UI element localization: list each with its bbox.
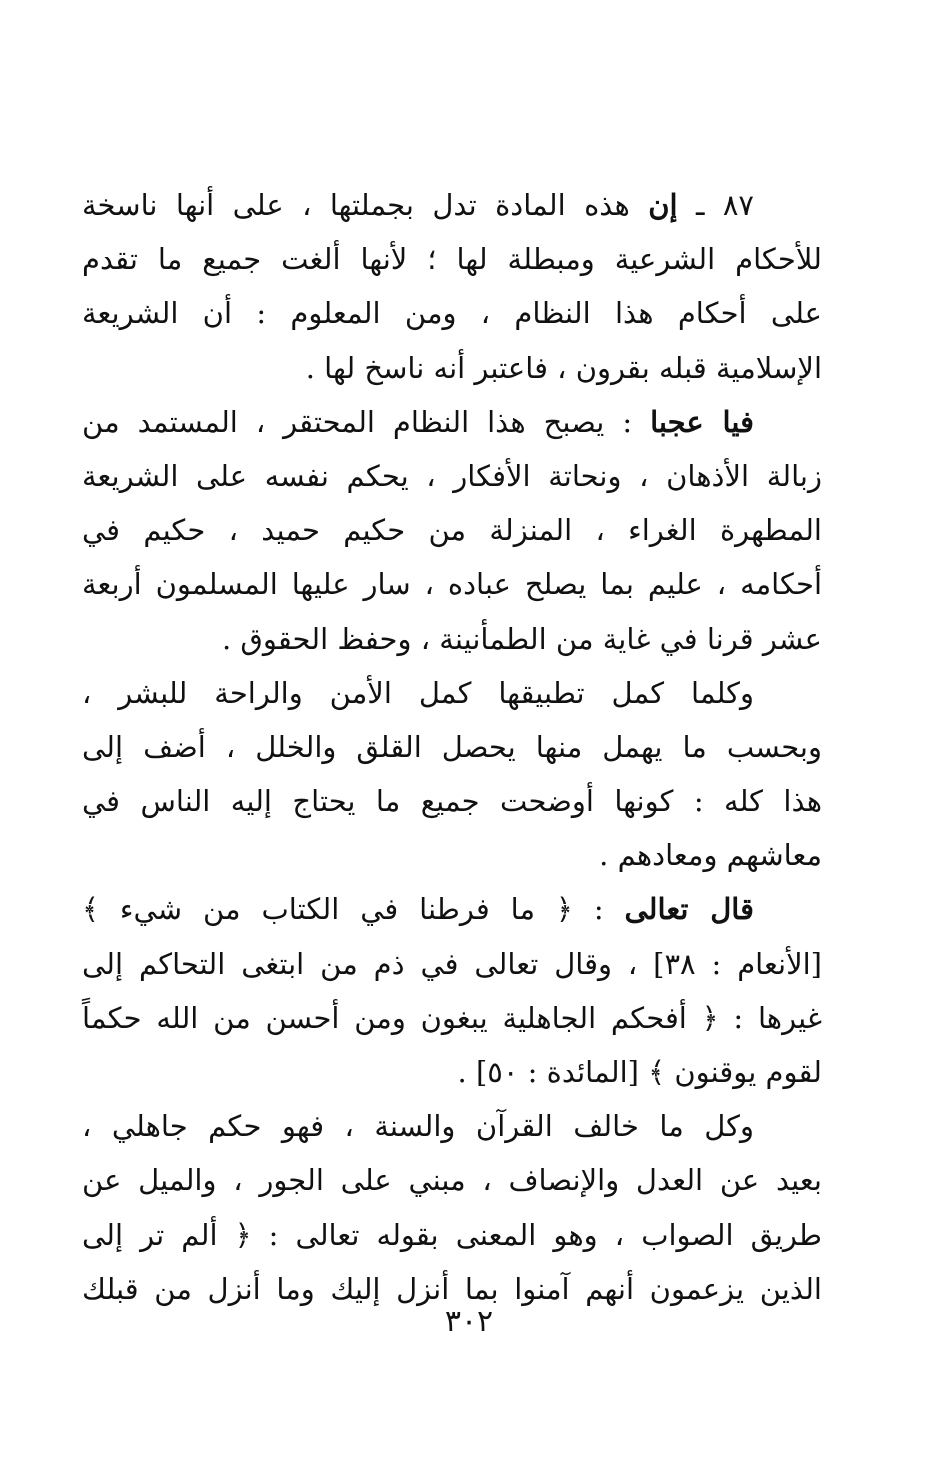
text-line — [82, 449, 822, 503]
text-line — [82, 178, 822, 232]
text-line — [82, 720, 822, 774]
text-line — [82, 991, 822, 1045]
body-text — [82, 178, 822, 1316]
text-segment: غيرها : ﴿ أفحكم الجاهلية يبغون ومن أحسن من الله حكماً — [82, 1000, 822, 1035]
text-segment: للأحكام الشرعية ومبطلة لها ؛ لأنها ألغت جميع ما تقدم — [82, 242, 822, 277]
text-segment: الذين يزعمون أنهم آمنوا بما أنزل إليك وما أنزل من قبلك — [82, 1271, 822, 1306]
text-segment: المطهرة الغراء ، المنزلة من حكيم حميد ، حكيم في — [82, 513, 822, 548]
page-number: ٣٠٢ — [444, 1304, 494, 1339]
text-segment: لقوم يوقنون ﴾ [المائدة : ٥٠] . — [457, 1055, 822, 1089]
text-segment: عشر قرنا في غاية من الطمأنينة ، وحفظ الحقوق . — [221, 621, 822, 656]
text-line — [82, 828, 822, 882]
text-segment: : ﴿ ما فرطنا في الكتاب من شيء ﴾ — [82, 892, 625, 927]
text-line — [82, 666, 822, 720]
text-segment: وكلما كمل تطبيقها كمل الأمن والراحة للبشر ، — [82, 675, 754, 710]
bold-lead-phrase: إن — [648, 188, 678, 222]
text-line — [82, 286, 822, 340]
text-segment: هذا كله : كونها أوضحت جميع ما يحتاج إليه الناس في — [82, 784, 822, 819]
text-line — [82, 1045, 822, 1099]
paragraph — [82, 395, 822, 666]
text-segment: معاشهم ومعادهم . — [599, 838, 822, 873]
text-segment: على أحكام هذا النظام ، ومن المعلوم : أن الشريعة — [82, 296, 822, 331]
text-segment: وكل ما خالف القرآن والسنة ، فهو حكم جاهلي ، — [82, 1109, 754, 1144]
bold-lead-phrase: فيا عجبا — [650, 404, 755, 439]
text-segment: بعيد عن العدل والإنصاف ، مبني على الجور ، والميل عن — [82, 1163, 822, 1198]
text-line — [82, 232, 822, 286]
text-line — [82, 1099, 822, 1153]
text-segment: زبالة الأذهان ، ونحاتة الأفكار ، يحكم نفسه على الشريعة — [82, 458, 822, 493]
text-line — [82, 882, 822, 936]
paragraph — [82, 882, 822, 1099]
text-line — [82, 503, 822, 557]
text-line — [82, 1153, 822, 1207]
text-segment: وبحسب ما يهمل منها يحصل القلق والخلل ، أضف إلى — [82, 729, 822, 764]
text-segment: [الأنعام : ٣٨] ، وقال تعالى في ذم من ابتغى التحاكم إلى — [82, 946, 822, 981]
paragraph — [82, 1099, 822, 1316]
text-segment: أحكامه ، عليم بما يصلح عباده ، سار عليها المسلمون أربعة — [82, 567, 822, 602]
text-segment: : يصبح هذا النظام المحتقر ، المستمد من — [82, 404, 651, 439]
text-line — [82, 557, 822, 611]
text-line — [82, 395, 822, 449]
paragraph — [82, 178, 822, 395]
text-segment: طريق الصواب ، وهو المعنى بقوله تعالى : ﴿ ألم تر إلى — [82, 1217, 822, 1252]
bold-lead-phrase: قال تعالى — [624, 892, 754, 927]
text-segment: هذه المادة تدل بجملتها ، على أنها ناسخة — [82, 188, 649, 222]
text-segment: الإسلامية قبله بقرون ، فاعتبر أنه ناسخ لها . — [305, 350, 822, 385]
text-line — [82, 937, 822, 991]
text-line — [82, 774, 822, 828]
text-line — [82, 341, 822, 395]
text-segment: ٨٧ ـ — [677, 188, 754, 222]
text-line — [82, 612, 822, 666]
text-line — [82, 1208, 822, 1262]
paragraph — [82, 666, 822, 883]
